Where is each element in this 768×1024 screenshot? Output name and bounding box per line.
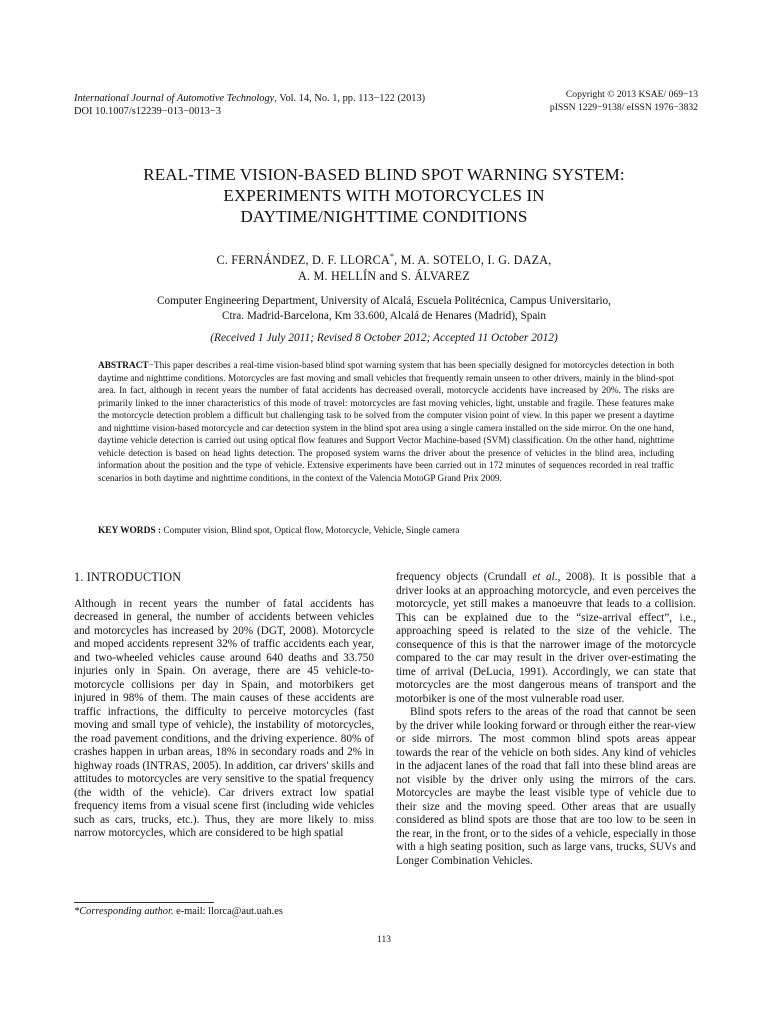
text-run: frequency objects (Crundall — [396, 571, 533, 583]
volume-pages: , Vol. 14, No. 1, pp. 113−122 (2013) — [274, 93, 426, 104]
text-run: ., 2008). It is possible that a driver looks at an approaching motorcycle, and even perceives the motorcycle, yet still makes a manoeuvre that leads to a collision. This can be explained due to the “size-arrival effect”, i.e., approaching speed is related to the size of the vehicle. The consequence of this is that the narrower image of the motorcycle compared to the car may result in the driver over-estimating the time of arrival (DeLucia, 1991). Accordingly, we can state that motorcycles are the most dangerous means of transport and the motorbiker is one of the most vulnerable road user. — [396, 571, 696, 705]
author-line — [74, 252, 694, 268]
journal-name: International Journal of Automotive Technology — [74, 93, 275, 104]
title-line: REAL-TIME VISION-BASED BLIND SPOT WARNING SYSTEM: — [143, 165, 625, 184]
right-column — [396, 571, 696, 868]
footnote — [74, 906, 283, 917]
paper-title — [74, 164, 694, 227]
body-paragraph — [396, 571, 696, 706]
footnote-label: *Corresponding author. — [74, 906, 174, 917]
body-paragraph: Blind spots refers to the areas of the road that cannot be seen by the driver while looking forward or through either the rear-view or side mirrors. The most common blind spots areas appear towards the rear of the vehicle on both sides. Any kind of vehicles in the adjacent lanes of the road that fall into these blind areas are not visible by the driver only using the mirrors of the cars. Motorcycles are maybe the least visible type of vehicle due to their size and the moving speed. Other areas that are usually considered as blind spots are those that are too low to be seen in the rear, in the front, or to the sides of a vehicle, especially in those with a high seating position, such as large vans, trucks, SUVs and Longer Combination Vehicles. — [396, 706, 696, 867]
affiliation-line: Computer Engineering Department, University of Alcalá, Escuela Politécnica, Campus Universitario, — [157, 295, 611, 307]
submission-dates: (Received 1 July 2011; Revised 8 October 2012; Accepted 11 October 2012) — [210, 332, 558, 344]
author-list — [74, 252, 694, 284]
authors-rest: , M. A. SOTELO, I. G. DAZA, — [394, 253, 552, 267]
corresponding-author-mark: * — [389, 251, 395, 261]
affiliation-line: Ctra. Madrid-Barcelona, Km 33.600, Alcalá de Henares (Madrid), Spain — [221, 310, 547, 322]
title-line: DAYTIME/NIGHTTIME CONDITIONS — [240, 207, 528, 226]
authors-first: C. FERNÁNDEZ, D. F. LLORCA — [216, 253, 390, 267]
keywords-text: Computer vision, Blind spot, Optical flow, Motorcycle, Vehicle, Single camera — [161, 526, 460, 536]
journal-citation — [74, 92, 425, 105]
body-paragraph: Although in recent years the number of fatal accidents has decreased in general, the number of accidents between vehicles and motorcycles has increased by 20% (DGT, 2008). Motorcycle and moped accidents represent 32% of traffic accidents each year, and two-wheeled vehicles cause around 640 deaths and 33.750 injuries only in Spain. On average, there are 45 vehicle-to-motorcycle collisions per day in Spain, and motorbikers get injured in 98% of them. The main causes of these accidents are traffic infractions, the difficulty to perceive motorcycles (fast moving and small type of vehicle), the instability of motorcycles, the road pavement conditions, and the driving experience. 80% of crashes happen in urban areas, 18% in secondary roads and 2% in highway roads (INTRAS, 2005). In addition, car drivers' skills and attitudes to motorcycles are very sensitive to the spatial frequency (the width of the vehicle). Car drivers extract low spatial frequency items from a visual scene first (including wide vehicles such as cars, trucks, etc.). Thus, they are more likely to miss narrow motorcycles, which are considered to be high spatial — [74, 597, 374, 839]
text-run-italic: et al — [532, 571, 555, 583]
section-heading: 1. INTRODUCTION — [74, 570, 182, 584]
copyright: Copyright © 2013 KSAE/ 069−13 — [565, 89, 698, 100]
keywords — [98, 526, 674, 536]
abstract — [98, 360, 674, 485]
author-line: A. M. HELLÍN and S. ÁLVAREZ — [298, 269, 470, 283]
copyright-header — [550, 88, 698, 114]
journal-header — [74, 92, 425, 118]
footnote-email: e-mail: llorca@aut.uah.es — [173, 906, 283, 917]
left-column — [74, 571, 374, 841]
abstract-label: ABSTRACT — [98, 361, 149, 371]
affiliation — [74, 294, 694, 324]
footnote-divider — [74, 902, 214, 903]
abstract-text: −This paper describes a real-time vision-based blind spot warning system that has been specially designed for motorcycles detection in both daytime and nighttime conditions. Motorcycles are fast moving and small vehicles that frequently remain unseen to other drivers, mainly in the blind-spot area. In fact, although in recent years the number of fatal accidents has decreased overall, motorcycle accidents have increased by 20%. The risks are primarily linked to the inner characteristics of this mode of travel: motorcycles are fast moving vehicles, light, unstable and fragile. These features make the motorcycle detection problem a difficult but challenging task to be solved from the computer vision point of view. In this paper we present a daytime and nighttime vision-based motorcycle and car detection system in the blind spot area using a single camera installed on the side mirror. On the one hand, daytime vehicle detection is carried out using optical flow features and Support Vector Machine-based (SVM) classification. On the other hand, nighttime vehicle detection is based on head lights detection. The proposed system warns the driver about the presence of vehicles in the blind area, including information about the position and the type of vehicle. Extensive experiments have been carried out in 172 minutes of sequences recorded in real traffic scenarios in both daytime and nighttime conditions, in the context of the Valencia MotoGP Grand Prix 2009. — [98, 361, 674, 484]
keywords-label: KEY WORDS : — [98, 526, 162, 536]
issn: pISSN 1229−9138/ eISSN 1976−3832 — [549, 102, 698, 113]
page-number: 113 — [377, 935, 391, 945]
title-line: EXPERIMENTS WITH MOTORCYCLES IN — [223, 186, 545, 205]
doi: DOI 10.1007/s12239−013−0013−3 — [74, 106, 221, 117]
